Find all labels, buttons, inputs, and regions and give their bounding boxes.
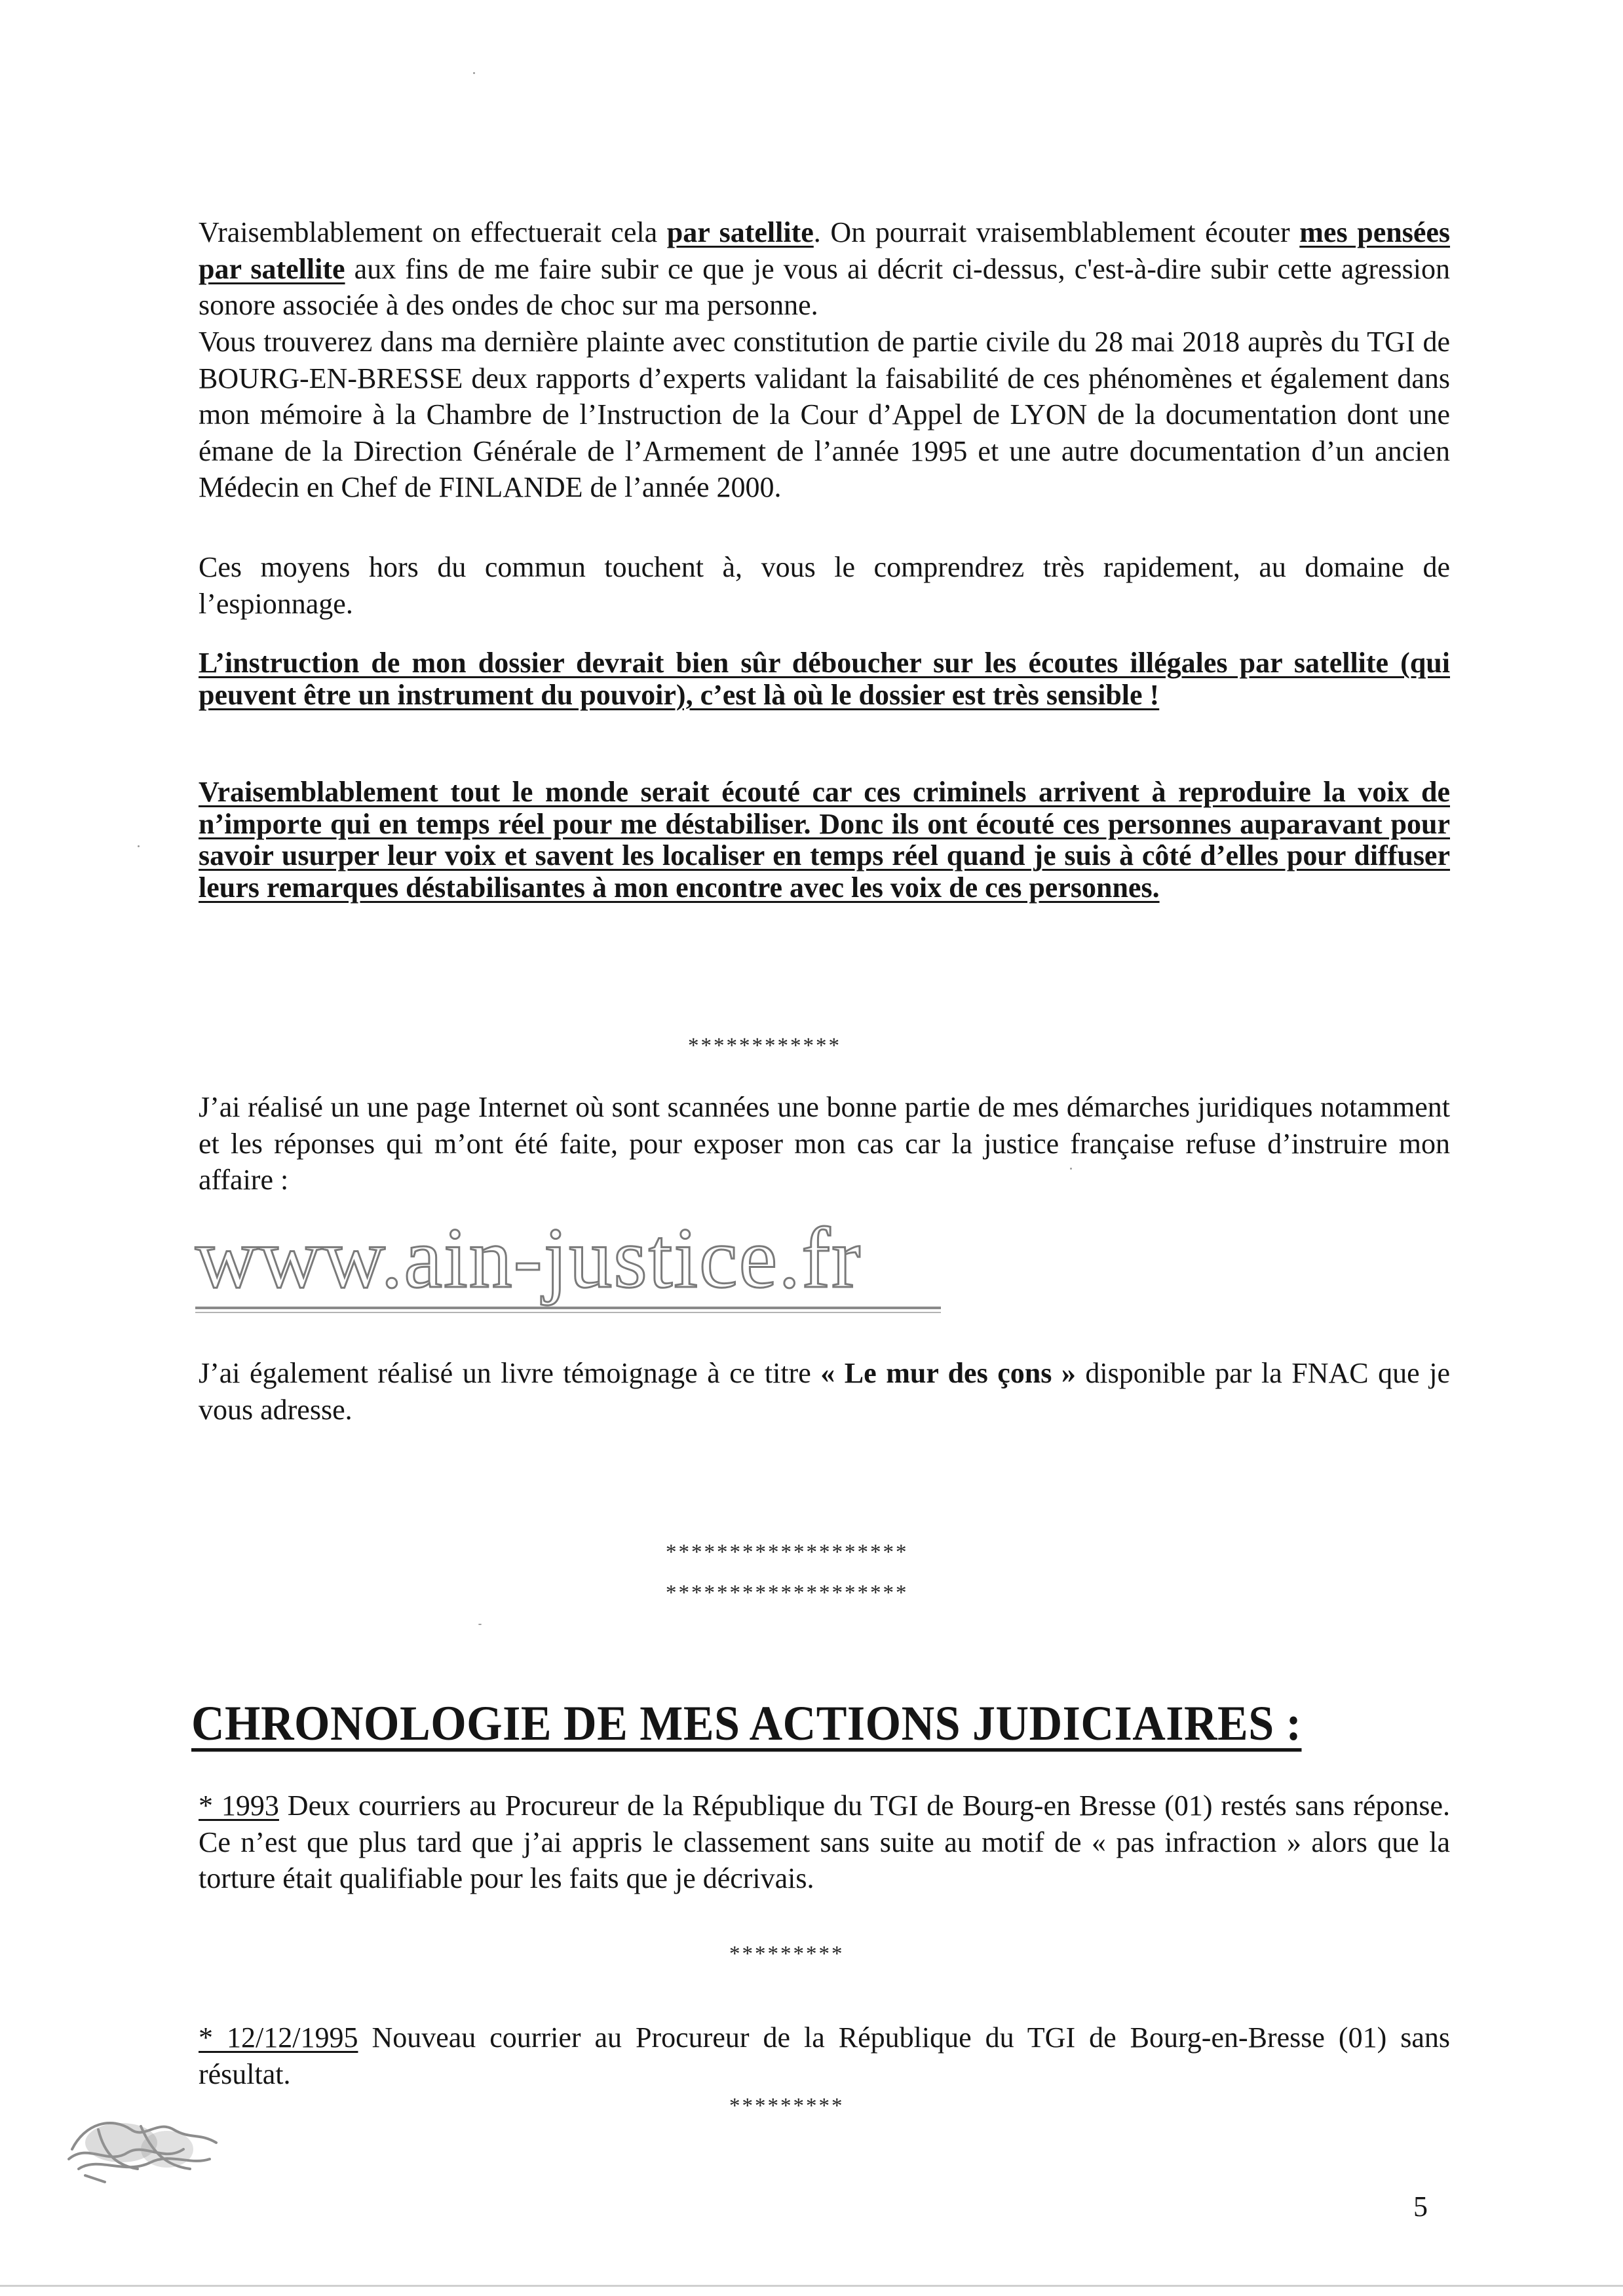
website-underline-shadow	[195, 1312, 941, 1313]
paragraph-instruction-bold	[199, 647, 1450, 711]
website-underline	[195, 1307, 941, 1309]
book-title: « Le mur des çons »	[820, 1357, 1076, 1389]
paragraph-satellite	[199, 214, 1450, 324]
chronology-date: * 12/12/1995	[199, 2021, 358, 2054]
text-run: . On pourrait vraisemblablement écouter	[813, 216, 1300, 248]
website-banner: www.ain-justice.fr	[195, 1210, 862, 1306]
text-run: aux fins de me faire subir ce que je vous ai décrit ci-dessus, c'est-à-dire subir cette agression sonore associée à des ondes de choc sur ma personne.	[199, 252, 1450, 321]
text-run: Vraisemblablement on effectuerait cela	[199, 216, 667, 248]
paragraph-text: Vraisemblablement tout le monde serait écouté car ces criminels arrivent à reproduire la voix de n’importe qui en temps réel pour me déstabiliser. Donc ils ont écouté ces personnes auparavant pour savoir usurper leur voix et savent les localiser en temps réel quand je suis à côté d’elles pour diffuser leurs remarques déstabilisantes à mon encontre avec les voix de ces personnes.	[199, 776, 1450, 904]
scan-edge	[0, 2285, 1623, 2287]
paragraph-espionnage	[199, 549, 1450, 622]
emphasis-mes-pensees: mes pensées par satellite	[199, 216, 1451, 285]
scan-speck	[138, 845, 140, 847]
paragraph-text: Ces moyens hors du commun touchent à, vous le comprendrez très rapidement, au domaine de l’espionnage.	[199, 551, 1450, 620]
text-run: disponible par la FNAC que je vous adresse.	[199, 1357, 1450, 1426]
chronology-entry-1993	[199, 1788, 1450, 1897]
separator-stars: *******************	[666, 1581, 909, 1605]
chronology-date: * 1993	[199, 1789, 279, 1822]
signature-scribble-icon	[59, 2103, 249, 2189]
separator-stars: ************	[688, 1034, 841, 1058]
scan-speck	[473, 72, 475, 74]
scan-speck	[1070, 1168, 1072, 1170]
paragraph-ecoute-bold	[199, 776, 1450, 904]
paragraph-experts	[199, 324, 1450, 506]
separator-stars: *********	[729, 1942, 845, 1966]
paragraph-livre	[199, 1355, 1450, 1428]
chronology-text: Nouveau courrier au Procureur de la République du TGI de Bourg-en-Bresse (01) sans résultat.	[199, 2021, 1450, 2090]
paragraph-text: Vous trouverez dans ma dernière plainte avec constitution de partie civile du 28 mai 2018 auprès du TGI de BOURG-EN-BRESSE deux rapports d’experts validant la faisabilité de ces phénomènes et également dans mon mémoire à la Chambre de l’Instruction de la Cour d’Appel de LYON de la documentation dont une émane de la Direction Générale de l’Armement de l’année 1995 et une autre documentation d’un ancien Médecin en Chef de FINLANDE de l’année 2000.	[199, 326, 1450, 503]
chronology-text: Deux courriers au Procureur de la République du TGI de Bourg-en Bresse (01) restés sans réponse. Ce n’est que plus tard que j’ai appris le classement sans suite au motif de « pas infraction » alors que la torture était qualifiable pour les faits que je décrivais.	[199, 1789, 1450, 1894]
chronology-entry-1995	[199, 2019, 1450, 2092]
paragraph-text: J’ai réalisé un une page Internet où sont scannées une bonne partie de mes démarches juridiques notamment et les réponses qui m’ont été faite, pour exposer mon cas car la justice française refuse d’instruire mon affaire :	[199, 1091, 1450, 1196]
section-heading: CHRONOLOGIE DE MES ACTIONS JUDICIAIRES :	[191, 1696, 1302, 1751]
paragraph-text: L’instruction de mon dossier devrait bien sûr déboucher sur les écoutes illégales par satellite (qui peuvent être un instrument du pouvoir), c’est là où le dossier est très sensible !	[199, 647, 1450, 711]
emphasis-par-satellite: par satellite	[666, 216, 814, 248]
scan-speck	[478, 1624, 482, 1625]
paragraph-internet	[199, 1089, 1450, 1198]
page-number: 5	[1413, 2191, 1428, 2223]
separator-stars: *******************	[666, 1540, 909, 1564]
text-run: J’ai également réalisé un livre témoignage à ce titre	[199, 1357, 821, 1389]
separator-stars: *********	[729, 2094, 845, 2118]
